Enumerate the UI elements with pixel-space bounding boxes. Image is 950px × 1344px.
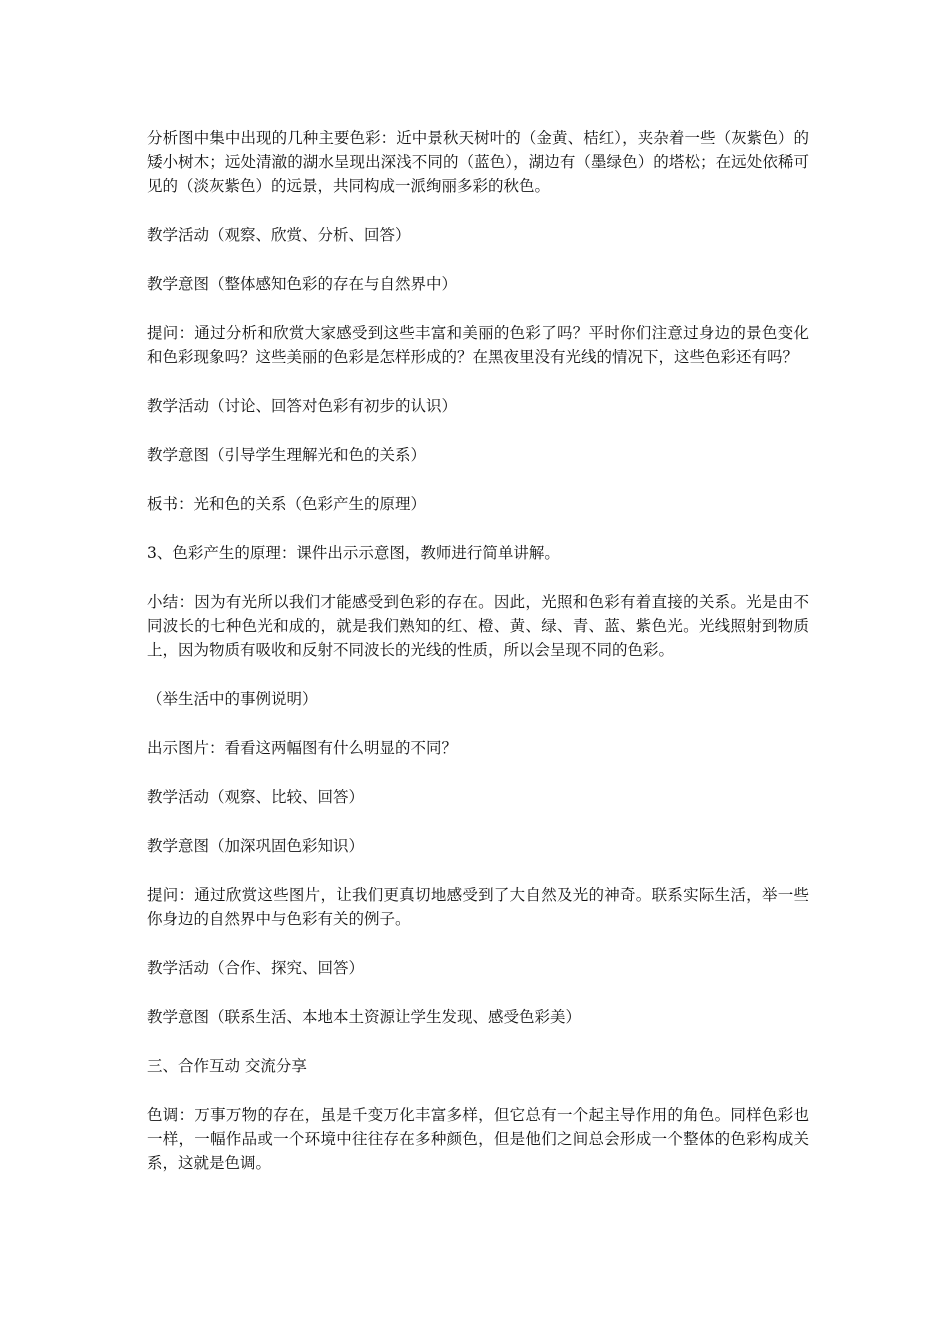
- paragraph-show-pictures: 出示图片：看看这两幅图有什么明显的不同？: [147, 739, 458, 757]
- section-heading-interaction: 三、合作互动 交流分享: [147, 1057, 307, 1075]
- paragraph-activity-cooperate: 教学活动（合作、探究、回答）: [147, 959, 365, 977]
- paragraph-color-analysis: 分析图中集中出现的几种主要色彩：近中景秋天树叶的（金黄、桔红），夹杂着一些（灰紫色）的矮小树木；远处清澈的湖水呈现出深浅不同的（蓝色），湖边有（墨绿色）的塔松；在远处依稀可见的（淡灰紫色）的远景，共同构成一派绚丽多彩的秋色。: [147, 129, 809, 195]
- paragraph-intent-consolidate: 教学意图（加深巩固色彩知识）: [147, 837, 365, 855]
- paragraph-blackboard: 板书：光和色的关系（色彩产生的原理）: [147, 495, 427, 513]
- paragraph-color-principle: 3、色彩产生的原理：课件出示示意图，教师进行简单讲解。: [147, 544, 560, 562]
- paragraph-summary: 小结：因为有光所以我们才能感受到色彩的存在。因此，光照和色彩有着直接的关系。光是由不同波长的七种色光和成的，就是我们熟知的红、橙、黄、绿、青、蓝、紫色光。光线照射到物质上，因为物质有吸收和反射不同波长的光线的性质，所以会呈现不同的色彩。: [147, 593, 809, 659]
- paragraph-question-colors: 提问：通过分析和欣赏大家感受到这些丰富和美丽的色彩了吗？平时你们注意过身边的景色变化和色彩现象吗？这些美丽的色彩是怎样形成的？在黑夜里没有光线的情况下，这些色彩还有吗？: [147, 324, 809, 366]
- paragraph-life-example: （举生活中的事例说明）: [147, 690, 318, 708]
- paragraph-question-nature: 提问：通过欣赏这些图片，让我们更真切地感受到了大自然及光的神奇。联系实际生活，举一些你身边的自然界中与色彩有关的例子。: [147, 886, 809, 928]
- paragraph-intent-perceive: 教学意图（整体感知色彩的存在与自然界中）: [147, 275, 458, 293]
- document-page: [147, 126, 809, 1200]
- paragraph-intent-life: 教学意图（联系生活、本地本土资源让学生发现、感受色彩美）: [147, 1008, 582, 1026]
- paragraph-intent-light-color: 教学意图（引导学生理解光和色的关系）: [147, 446, 427, 464]
- paragraph-activity-compare: 教学活动（观察、比较、回答）: [147, 788, 365, 806]
- paragraph-activity-observe: 教学活动（观察、欣赏、分析、回答）: [147, 226, 411, 244]
- paragraph-activity-discuss: 教学活动（讨论、回答对色彩有初步的认识）: [147, 397, 458, 415]
- paragraph-tone: 色调：万事万物的存在，虽是千变万化丰富多样，但它总有一个起主导作用的角色。同样色彩也一样，一幅作品或一个环境中往往存在多种颜色，但是他们之间总会形成一个整体的色彩构成关系，这就是色调。: [147, 1106, 809, 1172]
